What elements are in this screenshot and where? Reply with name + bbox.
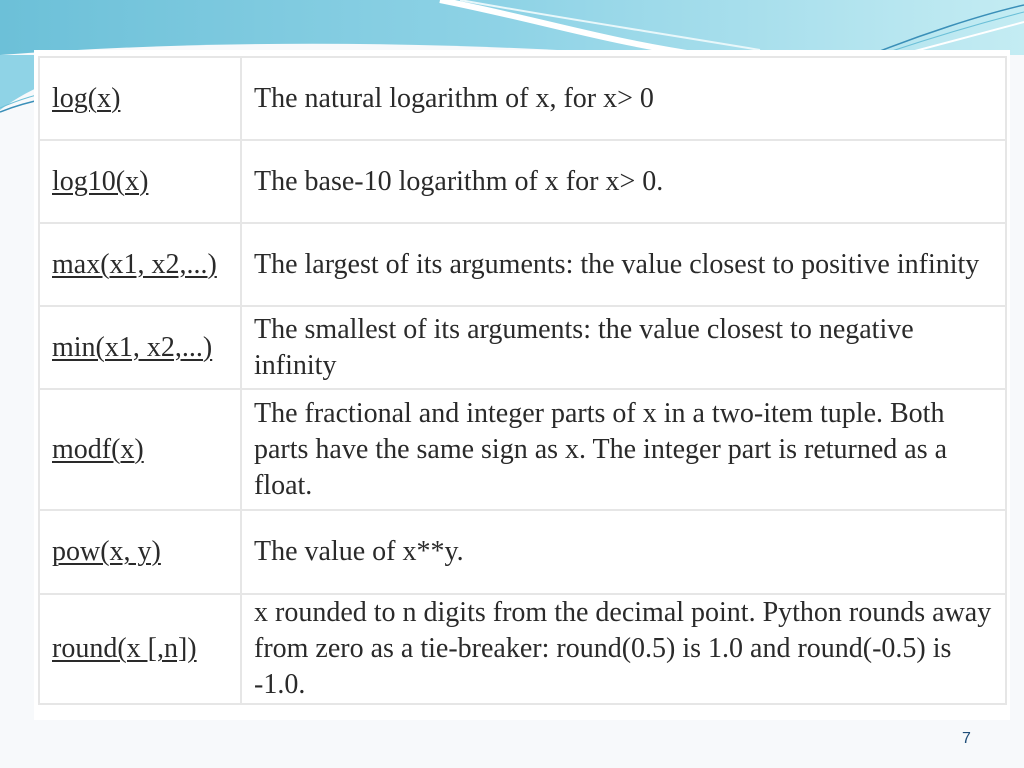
function-name: round(x [,n]): [52, 633, 197, 664]
function-description: The base-10 logarithm of x for x> 0.: [254, 165, 664, 197]
table-row: [39, 594, 1006, 704]
function-description: x rounded to n digits from the decimal point. Python rounds away from zero as a tie-breaker: round(0.5) is 1.0 and round(-0.5) is -1.0.: [254, 597, 992, 700]
function-cell: [39, 594, 241, 704]
function-name: max(x1, x2,...): [52, 248, 217, 280]
function-name: pow(x, y): [52, 536, 161, 567]
function-cell: [39, 57, 241, 140]
slide-number: 7: [962, 730, 971, 747]
function-description: The largest of its arguments: the value closest to positive infinity: [254, 248, 980, 280]
description-cell: [241, 389, 1006, 510]
function-cell: [39, 140, 241, 223]
function-name: modf(x): [52, 433, 144, 465]
table-row: [39, 223, 1006, 306]
function-cell: [39, 510, 241, 594]
function-description: The smallest of its arguments: the value closest to negative infinity: [254, 313, 914, 381]
function-cell: [39, 306, 241, 389]
description-cell: [241, 223, 1006, 306]
math-functions-table-figure: [34, 50, 1010, 720]
function-description: The natural logarithm of x, for x> 0: [254, 82, 654, 114]
description-cell: [241, 140, 1006, 223]
description-cell: [241, 594, 1006, 704]
table-row: [39, 510, 1006, 594]
function-name: min(x1, x2,...): [52, 331, 213, 363]
function-cell: [39, 223, 241, 306]
math-functions-table: [38, 56, 1007, 705]
function-name: log10(x): [52, 165, 149, 197]
description-cell: [241, 510, 1006, 594]
table-row: [39, 389, 1006, 510]
description-cell: [241, 306, 1006, 389]
function-description: The value of x**y.: [254, 536, 464, 567]
table-row: [39, 57, 1006, 140]
function-name: log(x): [52, 82, 121, 114]
table-row: [39, 140, 1006, 223]
function-description: The fractional and integer parts of x in a two-item tuple. Both parts have the same sign as x. The integer part is returned as a float.: [254, 397, 948, 501]
description-cell: [241, 57, 1006, 140]
table-row: [39, 306, 1006, 389]
function-cell: [39, 389, 241, 510]
